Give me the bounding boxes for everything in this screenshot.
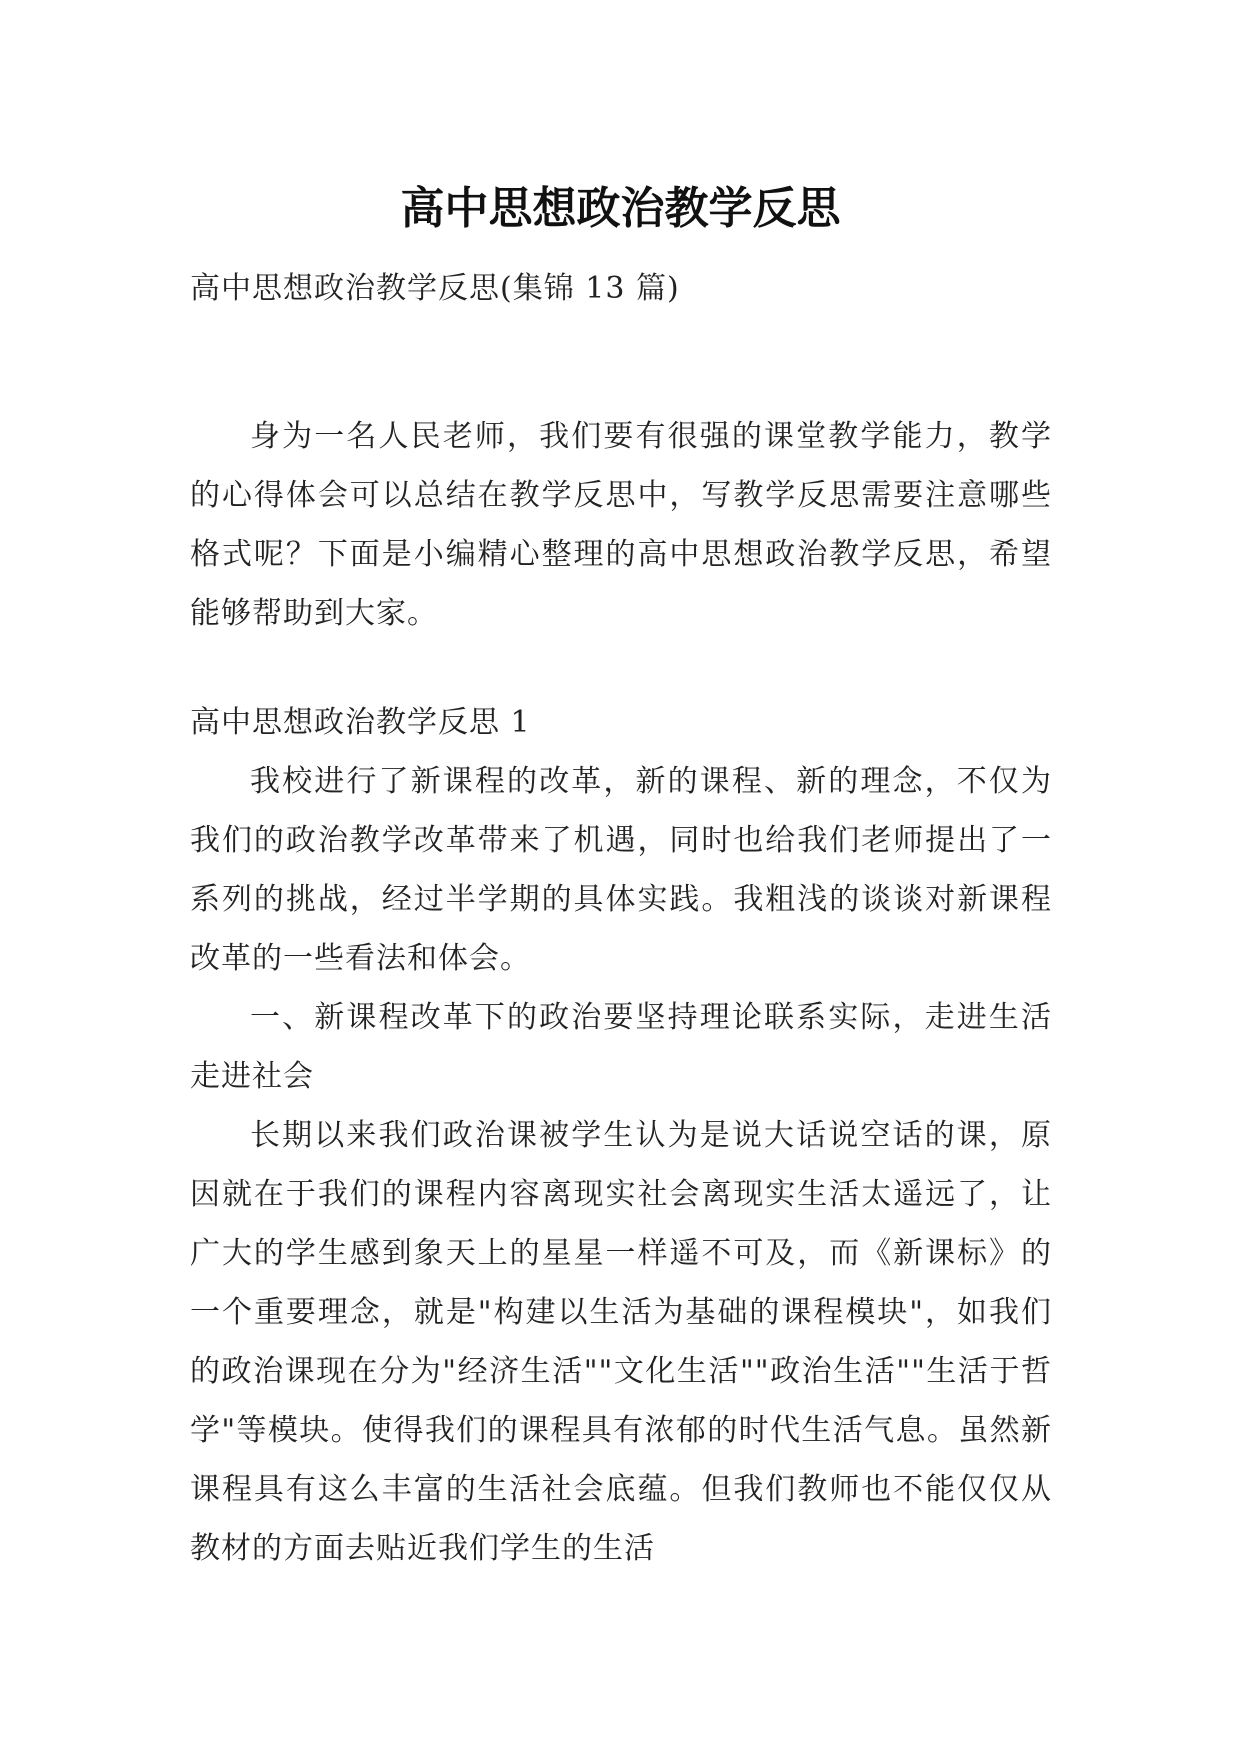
section-1 — [190, 693, 1052, 1578]
intro-text: 身为一名人民老师，我们要有很强的课堂教学能力，教学的心得体会可以总结在教学反思中，写教学反思需要注意哪些格式呢？下面是小编精心整理的高中思想政治教学反思，希望能够帮助到大家。 — [190, 419, 1052, 631]
subtitle-text: 高中思想政治教学反思(集锦 13 篇) — [190, 271, 680, 306]
section-heading: 高中思想政治教学反思 1 — [190, 705, 531, 740]
document-subtitle — [190, 259, 1052, 318]
section-paragraph: 我校进行了新课程的改革，新的课程、新的理念，不仅为我们的政治教学改革带来了机遇，同时也给我们老师提出了一系列的挑战，经过半学期的具体实践。我粗浅的谈谈对新课程改革的一些看法和体会。 — [190, 764, 1052, 976]
intro-paragraph — [190, 407, 1052, 643]
section-paragraph: 长期以来我们政治课被学生认为是说大话说空话的课，原因就在于我们的课程内容离现实社会离现实生活太遥远了，让广大的学生感到象天上的星星一样遥不可及，而《新课标》的一个重要理念，就是"构建以生活为基础的课程模块"，如我们的政治课现在分为"经济生活""文化生活""政治生活""生活于哲学"等模块。使得我们的课程具有浓郁的时代生活气息。虽然新课程具有这么丰富的生活社会底蕴。但我们教师也不能仅仅从教材的方面去贴近我们学生的生活 — [190, 1118, 1052, 1566]
section-subheading: 一、新课程改革下的政治要坚持理论联系实际，走进生活走进社会 — [190, 1000, 1052, 1094]
document-title: 高中思想政治教学反思 — [400, 183, 841, 235]
